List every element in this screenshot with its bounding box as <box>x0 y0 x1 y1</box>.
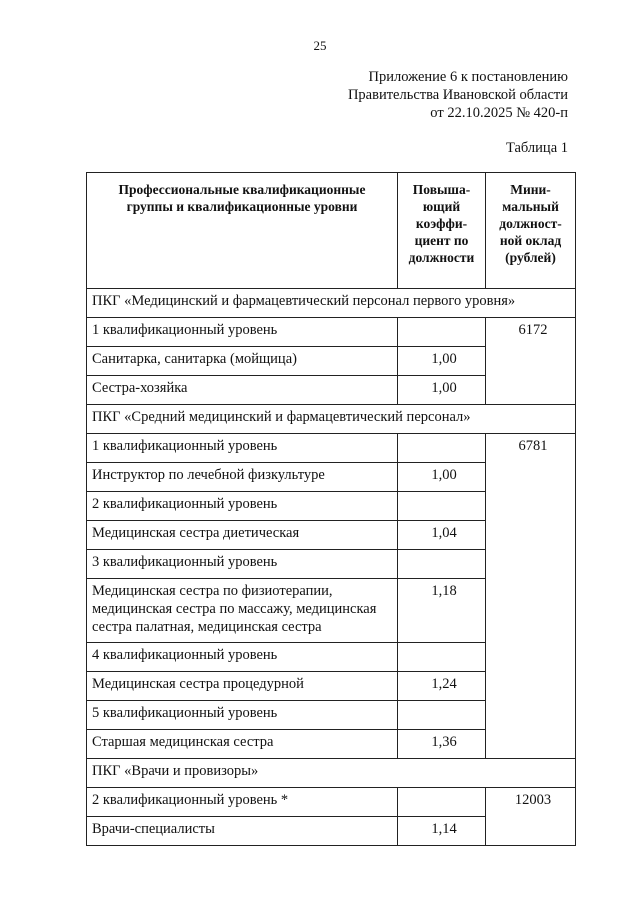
coefficient: 1,00 <box>398 463 486 492</box>
coefficient: 1,00 <box>398 347 486 376</box>
position-name: Медицинская сестра процедурной <box>87 672 398 701</box>
min-salary: 6781 <box>486 434 576 759</box>
appendix-header <box>348 68 568 122</box>
position-name: 1 квалификационный уровень <box>87 434 398 463</box>
header-salary: Мини-мальный должност-ной оклад (рублей) <box>486 173 576 289</box>
table-row <box>87 788 576 817</box>
coefficient <box>398 550 486 579</box>
table-label: Таблица 1 <box>505 140 568 156</box>
coefficient: 1,04 <box>398 521 486 550</box>
appendix-line: Приложение 6 к постановлению <box>368 69 568 85</box>
group-row <box>87 405 576 434</box>
group-title: ПКГ «Медицинский и фармацевтический персонал первого уровня» <box>87 289 576 318</box>
position-name: 3 квалификационный уровень <box>87 550 398 579</box>
coefficient <box>398 434 486 463</box>
coefficient: 1,36 <box>398 730 486 759</box>
table-header-row <box>87 173 576 289</box>
min-salary: 6172 <box>486 318 576 405</box>
position-name: 4 квалификационный уровень <box>87 643 398 672</box>
coefficient <box>398 318 486 347</box>
header-coefficient: Повыша-ющий коэффи-циент по должности <box>398 173 486 289</box>
position-name: Инструктор по лечебной физкультуре <box>87 463 398 492</box>
min-salary: 12003 <box>486 788 576 846</box>
coefficient <box>398 492 486 521</box>
position-name: Медицинская сестра по физиотерапии, медицинская сестра по массажу, медицинская сестра палатная, медицинская сестра <box>87 579 398 643</box>
position-name: Врачи-специалисты <box>87 817 398 846</box>
appendix-line: Правительства Ивановской области <box>347 87 568 103</box>
coefficient <box>398 643 486 672</box>
position-name: 5 квалификационный уровень <box>87 701 398 730</box>
coefficient <box>398 701 486 730</box>
group-title: ПКГ «Средний медицинский и фармацевтический персонал» <box>87 405 576 434</box>
header-groups: Профессиональные квалификационные группы и квалификационные уровни <box>87 173 398 289</box>
coefficient: 1,24 <box>398 672 486 701</box>
salary-table <box>86 172 576 846</box>
position-name: Медицинская сестра диетическая <box>87 521 398 550</box>
position-name: 2 квалификационный уровень * <box>87 788 398 817</box>
group-title: ПКГ «Врачи и провизоры» <box>87 759 576 788</box>
position-name: Старшая медицинская сестра <box>87 730 398 759</box>
appendix-line: от 22.10.2025 № 420-п <box>430 105 568 121</box>
group-row <box>87 759 576 788</box>
page-number: 25 <box>313 38 327 53</box>
table-row <box>87 318 576 347</box>
position-name: Санитарка, санитарка (мойщица) <box>87 347 398 376</box>
coefficient: 1,14 <box>398 817 486 846</box>
table-row <box>87 434 576 463</box>
coefficient: 1,00 <box>398 376 486 405</box>
position-name: Сестра-хозяйка <box>87 376 398 405</box>
group-row <box>87 289 576 318</box>
position-name: 2 квалификационный уровень <box>87 492 398 521</box>
coefficient <box>398 788 486 817</box>
position-name: 1 квалификационный уровень <box>87 318 398 347</box>
coefficient: 1,18 <box>398 579 486 643</box>
